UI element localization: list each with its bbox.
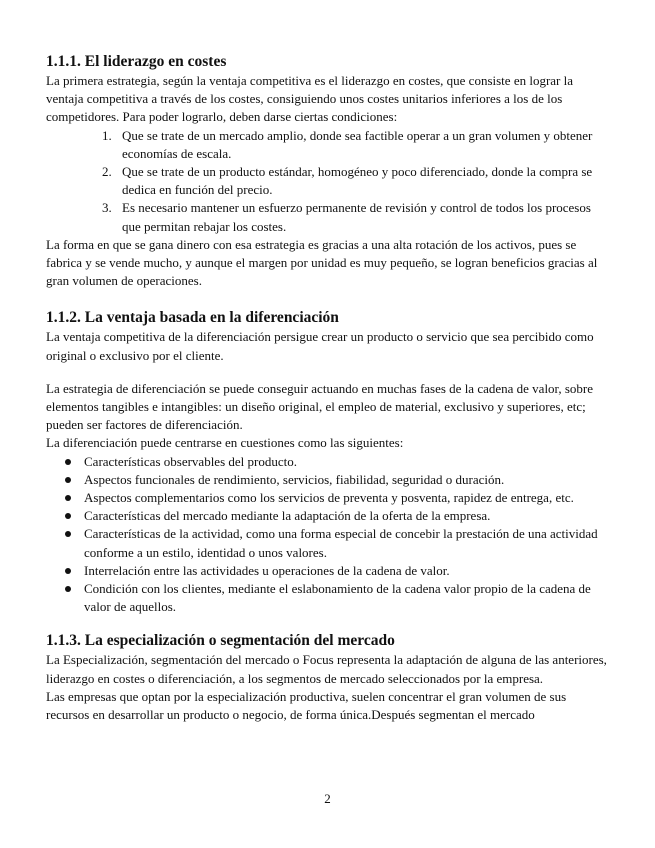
list-item bbox=[84, 562, 612, 580]
page-number: 2 bbox=[324, 791, 331, 806]
list-number: 2. bbox=[102, 164, 112, 180]
list-item-text: Condición con los clientes, mediante el eslabonamiento de la cadena valor propio de la cadena de valor de aquellos. bbox=[84, 581, 591, 615]
differentiation-list bbox=[46, 453, 612, 617]
list-item bbox=[102, 163, 612, 199]
paragraph: La diferenciación puede centrarse en cuestiones como las siguientes: bbox=[46, 435, 404, 451]
list-item-text: Características de la actividad, como una forma especial de concebir la prestación de una actividad conforme a un estilo, identidad o unos valores. bbox=[84, 526, 598, 560]
list-item bbox=[84, 507, 612, 525]
paragraph: La Especialización, segmentación del mercado o Focus representa la adaptación de alguna de las anteriores, liderazgo en costes o diferenciación, a los segmentos de mercado seleccionados por la empresa. bbox=[46, 652, 607, 686]
list-item-text: Características del mercado mediante la adaptación de la oferta de la empresa. bbox=[84, 508, 491, 524]
page-content bbox=[46, 52, 612, 724]
list-item bbox=[84, 453, 612, 471]
list-item-text: Características observables del producto. bbox=[84, 453, 297, 469]
list-item-text: Aspectos complementarios como los servicios de preventa y posventa, rapidez de entrega, etc. bbox=[84, 490, 574, 506]
section-heading-cost-leadership: 1.1.1. El liderazgo en costes bbox=[46, 53, 227, 70]
paragraph: Las empresas que optan por la especialización productiva, suelen concentrar el gran volumen de sus recursos en desarrollar un producto o negocio, de forma única.Después segmentan el mercado bbox=[46, 688, 567, 723]
bullet-icon bbox=[65, 531, 71, 537]
list-item bbox=[102, 199, 612, 235]
list-item bbox=[84, 525, 612, 561]
paragraph: La forma en que se gana dinero con esa estrategia es gracias a una alta rotación de los activos, pues se fabrica y se vende mucho, y aunque el margen por unidad es muy pequeño, se logran beneficios gracias al gran volumen de operaciones. bbox=[46, 236, 598, 289]
paragraph: La primera estrategia, según la ventaja competitiva es el liderazgo en costes, que consiste en lograr la ventaja competitiva a través de los costes, consiguiendo unos costes unitarios inferiores a los de los competidores. Para poder lograrlo, deben darse ciertas condiciones: bbox=[46, 73, 574, 125]
bullet-icon bbox=[65, 513, 71, 519]
bullet-icon bbox=[65, 459, 71, 465]
list-item bbox=[84, 471, 612, 489]
section-heading-segmentation: 1.1.3. La especialización o segmentación del mercado bbox=[46, 632, 395, 650]
bullet-icon bbox=[65, 477, 71, 483]
section-heading-differentiation: 1.1.2. La ventaja basada en la diferenciación bbox=[46, 309, 339, 327]
list-item bbox=[84, 489, 612, 507]
list-item-text: Que se trate de un producto estándar, homogéneo y poco diferenciado, donde la compra se dedica en función del precio. bbox=[122, 164, 593, 198]
paragraph: La estrategia de diferenciación se puede conseguir actuando en muchas fases de la cadena de valor, sobre elementos tangibles e intangibles: un diseño original, el empleo de material, exclusivo y superiores, etc; pueden ser factores de diferenciación. bbox=[46, 380, 594, 433]
list-item-text: Aspectos funcionales de rendimiento, servicios, fiabilidad, seguridad o duración. bbox=[84, 471, 505, 487]
conditions-list bbox=[46, 127, 612, 236]
list-item-text: Es necesario mantener un esfuerzo permanente de revisión y control de todos los procesos que permitan rebajar los costes. bbox=[122, 200, 591, 234]
bullet-icon bbox=[65, 586, 71, 592]
list-item bbox=[102, 127, 612, 163]
bullet-icon bbox=[65, 495, 71, 501]
list-number: 3. bbox=[102, 200, 112, 216]
list-number: 1. bbox=[102, 127, 112, 143]
list-item bbox=[84, 580, 612, 616]
paragraph: La ventaja competitiva de la diferenciación persigue crear un producto o servicio que sea percibido como original o exclusivo por el cliente. bbox=[46, 329, 594, 363]
list-item-text: Que se trate de un mercado amplio, donde sea factible operar a un gran volumen y obtener economías de escala. bbox=[122, 127, 593, 161]
list-item-text: Interrelación entre las actividades u operaciones de la cadena de valor. bbox=[84, 562, 450, 578]
bullet-icon bbox=[65, 568, 71, 574]
